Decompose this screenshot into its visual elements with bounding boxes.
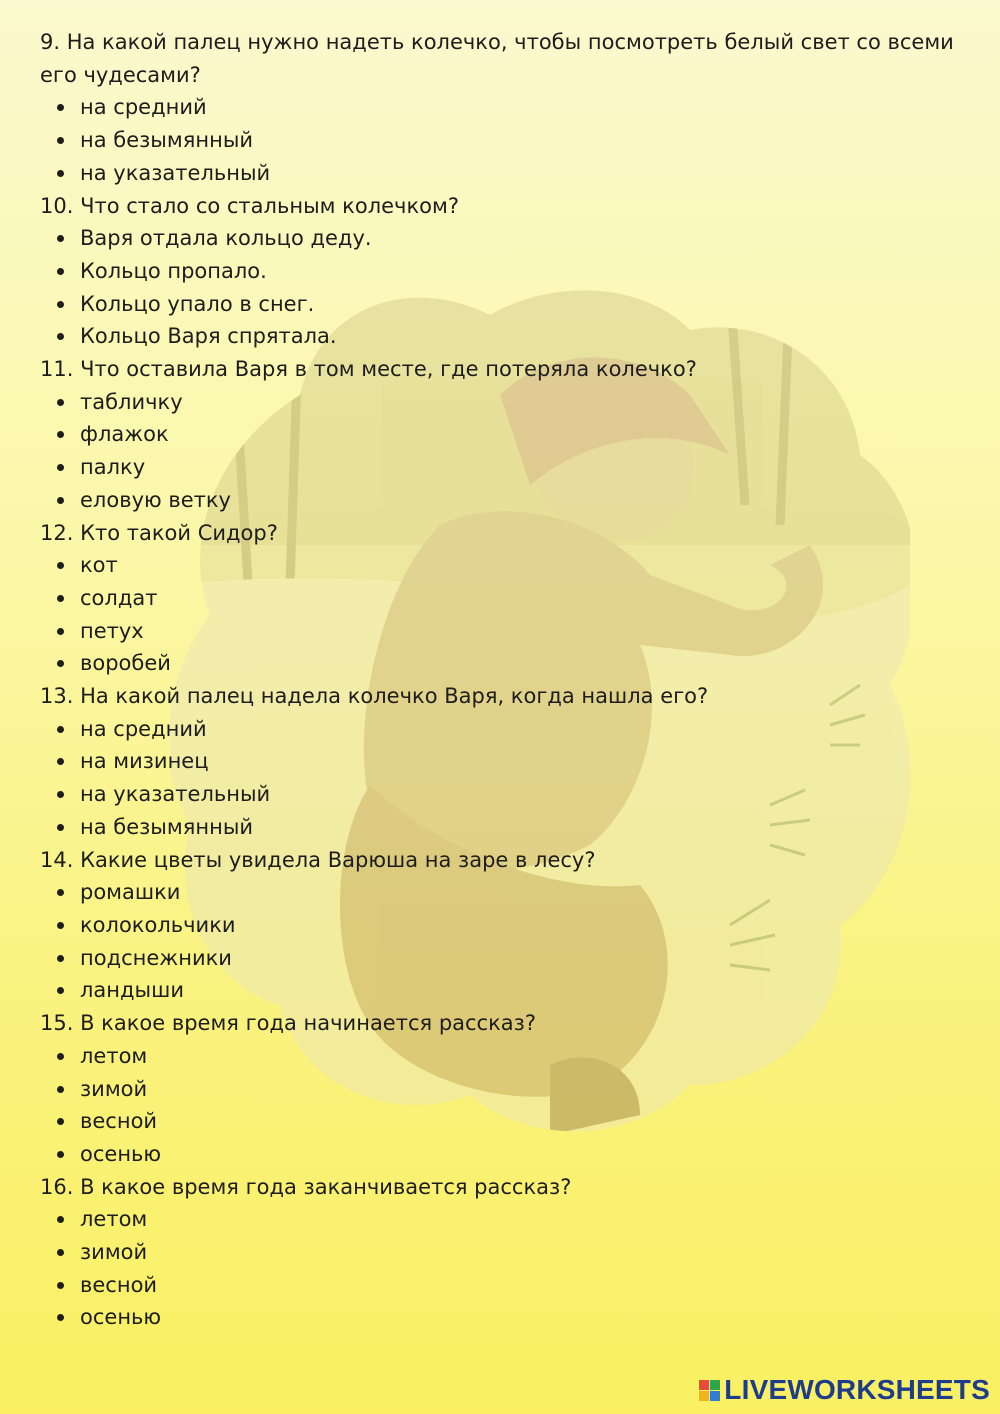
answer-option[interactable]: на указательный	[40, 778, 970, 811]
answer-option[interactable]: Кольцо пропало.	[40, 255, 970, 288]
question-block	[40, 26, 970, 190]
answer-option[interactable]: подснежники	[40, 942, 970, 975]
question-text: 11. Что оставила Варя в том месте, где потеряла колечко?	[40, 357, 697, 382]
answer-option[interactable]: весной	[40, 1269, 970, 1302]
answer-option[interactable]: ландыши	[40, 974, 970, 1007]
question-text: 14. Какие цветы увидела Варюша на заре в лесу?	[40, 847, 596, 872]
answer-option[interactable]: воробей	[40, 647, 970, 680]
answer-option[interactable]: на средний	[40, 91, 970, 124]
answer-option[interactable]: осенью	[40, 1138, 970, 1171]
answer-option[interactable]: Кольцо упало в снег.	[40, 288, 970, 321]
answer-option[interactable]: Варя отдала кольцо деду.	[40, 222, 970, 255]
answer-option[interactable]: кот	[40, 549, 970, 582]
answer-option[interactable]: летом	[40, 1203, 970, 1236]
answer-option[interactable]: зимой	[40, 1073, 970, 1106]
answer-option[interactable]: на безымянный	[40, 124, 970, 157]
question-block	[40, 517, 970, 681]
question-block	[40, 1171, 970, 1335]
answer-option[interactable]: на указательный	[40, 157, 970, 190]
answer-option[interactable]: Кольцо Варя спрятала.	[40, 320, 970, 353]
question-block	[40, 190, 970, 354]
question-text: 16. В какое время года заканчивается рассказ?	[40, 1174, 572, 1199]
answer-option[interactable]: на безымянный	[40, 811, 970, 844]
worksheet-content	[40, 26, 970, 1334]
answer-option[interactable]: палку	[40, 451, 970, 484]
liveworksheets-logo-icon	[699, 1380, 720, 1401]
question-text: 9. На какой палец нужно надеть колечко, чтобы посмотреть белый свет со всеми его чудесами?	[40, 30, 954, 87]
answer-option[interactable]: ромашки	[40, 876, 970, 909]
answer-option[interactable]: весной	[40, 1105, 970, 1138]
answer-option[interactable]: на мизинец	[40, 745, 970, 778]
answer-option[interactable]: осенью	[40, 1301, 970, 1334]
answer-option[interactable]: еловую ветку	[40, 484, 970, 517]
answer-option[interactable]: табличку	[40, 386, 970, 419]
question-text: 13. На какой палец надела колечко Варя, когда нашла его?	[40, 684, 709, 709]
question-block	[40, 353, 970, 517]
answer-option[interactable]: флажок	[40, 418, 970, 451]
answer-option[interactable]: зимой	[40, 1236, 970, 1269]
answer-option[interactable]: солдат	[40, 582, 970, 615]
liveworksheets-brand[interactable]	[699, 1374, 990, 1406]
answer-option[interactable]: колокольчики	[40, 909, 970, 942]
question-block	[40, 844, 970, 1008]
question-text: 15. В какое время года начинается рассказ?	[40, 1011, 536, 1036]
answer-option[interactable]: петух	[40, 615, 970, 648]
answer-option[interactable]: на средний	[40, 713, 970, 746]
question-text: 10. Что стало со стальным колечком?	[40, 193, 459, 218]
question-block	[40, 1007, 970, 1171]
question-block	[40, 680, 970, 844]
question-text: 12. Кто такой Сидор?	[40, 520, 278, 545]
brand-name: LIVEWORKSHEETS	[724, 1374, 990, 1405]
answer-option[interactable]: летом	[40, 1040, 970, 1073]
